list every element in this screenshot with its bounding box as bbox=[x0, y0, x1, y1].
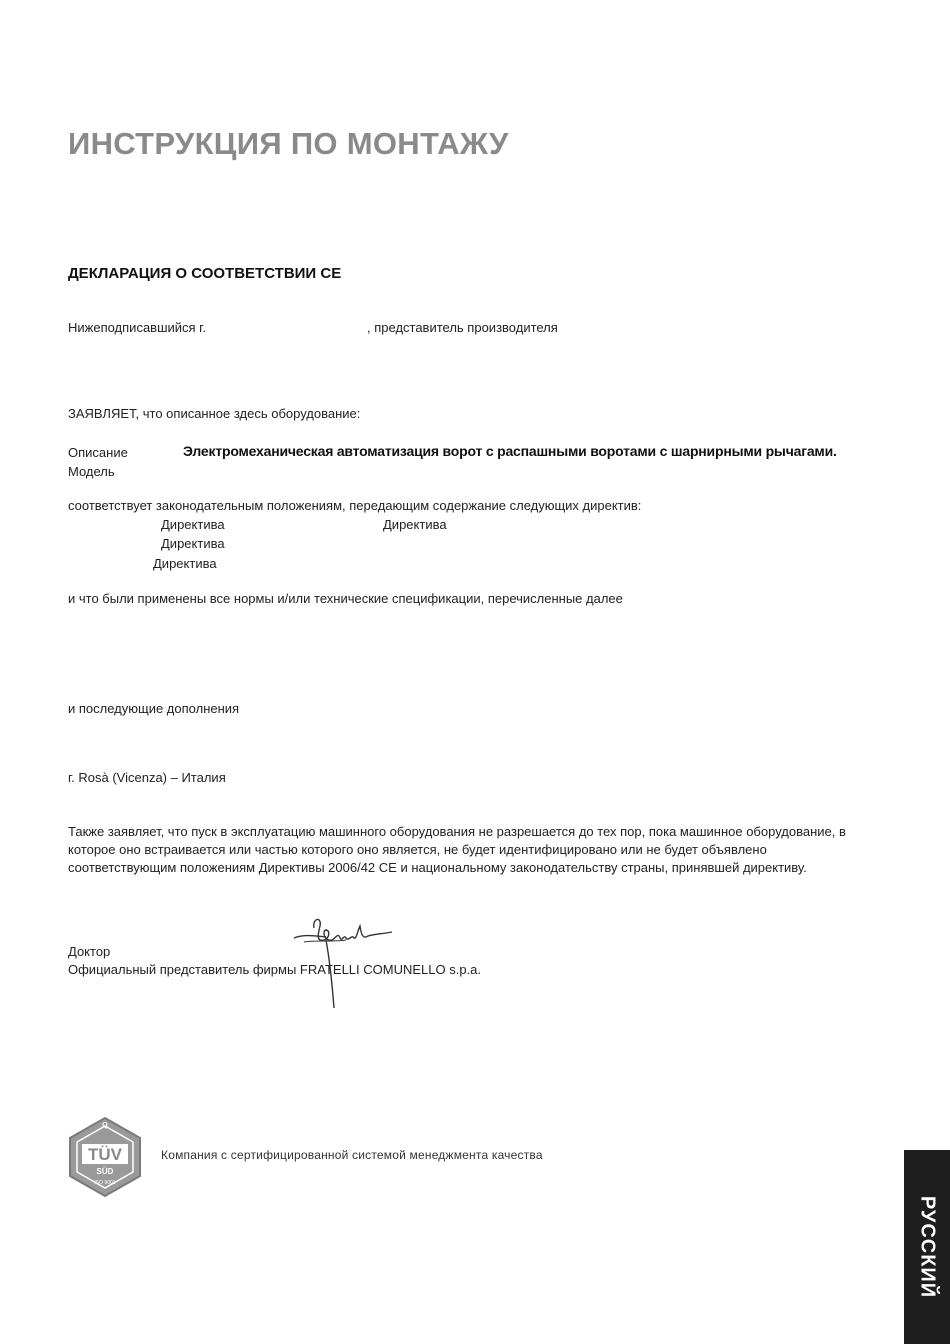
declares-text: ЗАЯВЛЯЕТ, что описанное здесь оборудование: bbox=[68, 406, 361, 421]
directive-item: Директива bbox=[161, 536, 225, 551]
page-title: ИНСТРУКЦИЯ ПО МОНТАЖУ bbox=[68, 126, 509, 161]
logo-tuv-text: TÜV bbox=[88, 1145, 122, 1164]
conforms-text: соответствует законодательным положениям, передающим содержание следующих директив: bbox=[68, 498, 642, 513]
certification-text: Компания с сертифицированной системой менеджмента качества bbox=[161, 1148, 543, 1162]
directive-item: Директива bbox=[153, 556, 217, 571]
official-representative: Официальный представитель фирмы FRATELLI COMUNELLO s.p.a. bbox=[68, 962, 482, 977]
language-label: РУССКИЙ bbox=[916, 1195, 939, 1299]
directive-item: Директива bbox=[161, 517, 225, 532]
undersigned-label: Нижеподписавшийся г. bbox=[68, 320, 206, 335]
logo-sud-text: SÜD bbox=[96, 1167, 114, 1176]
place-text: г. Rosà (Vicenza) – Италия bbox=[68, 770, 226, 785]
standards-text: и что были применены все нормы и/или технические спецификации, перечисленные далее bbox=[68, 591, 623, 606]
signature-image bbox=[286, 912, 406, 1012]
model-label: Модель bbox=[68, 464, 115, 479]
doctor-label: Доктор bbox=[68, 944, 111, 959]
tuv-certification-logo bbox=[64, 1116, 146, 1198]
logo-q-text: Q bbox=[102, 1122, 108, 1129]
language-tab bbox=[904, 1150, 950, 1344]
description-label: Описание bbox=[68, 445, 128, 460]
logo-iso-text: ISO 9001 bbox=[94, 1180, 116, 1186]
description-value: Электромеханическая автоматизация ворот с распашными воротами с шарнирными рычагами. bbox=[183, 443, 837, 459]
also-declares-paragraph: Также заявляет, что пуск в эксплуатацию машинного оборудования не разрешается до тех пор, пока машинное оборудование, в которое оно встраивается или частью которого оно является, не будет идентифицировано или не будет объявлено соответствующим положениям Директивы 2006/42 СЕ и национальному законодательству страны, принявшей директиву. bbox=[68, 824, 846, 875]
directive-item: Директива bbox=[383, 517, 447, 532]
amendments-text: и последующие дополнения bbox=[68, 701, 240, 716]
representative-label: , представитель производителя bbox=[367, 320, 558, 335]
declaration-title: ДЕКЛАРАЦИЯ О СООТВЕТСТВИИ СЕ bbox=[68, 265, 342, 282]
